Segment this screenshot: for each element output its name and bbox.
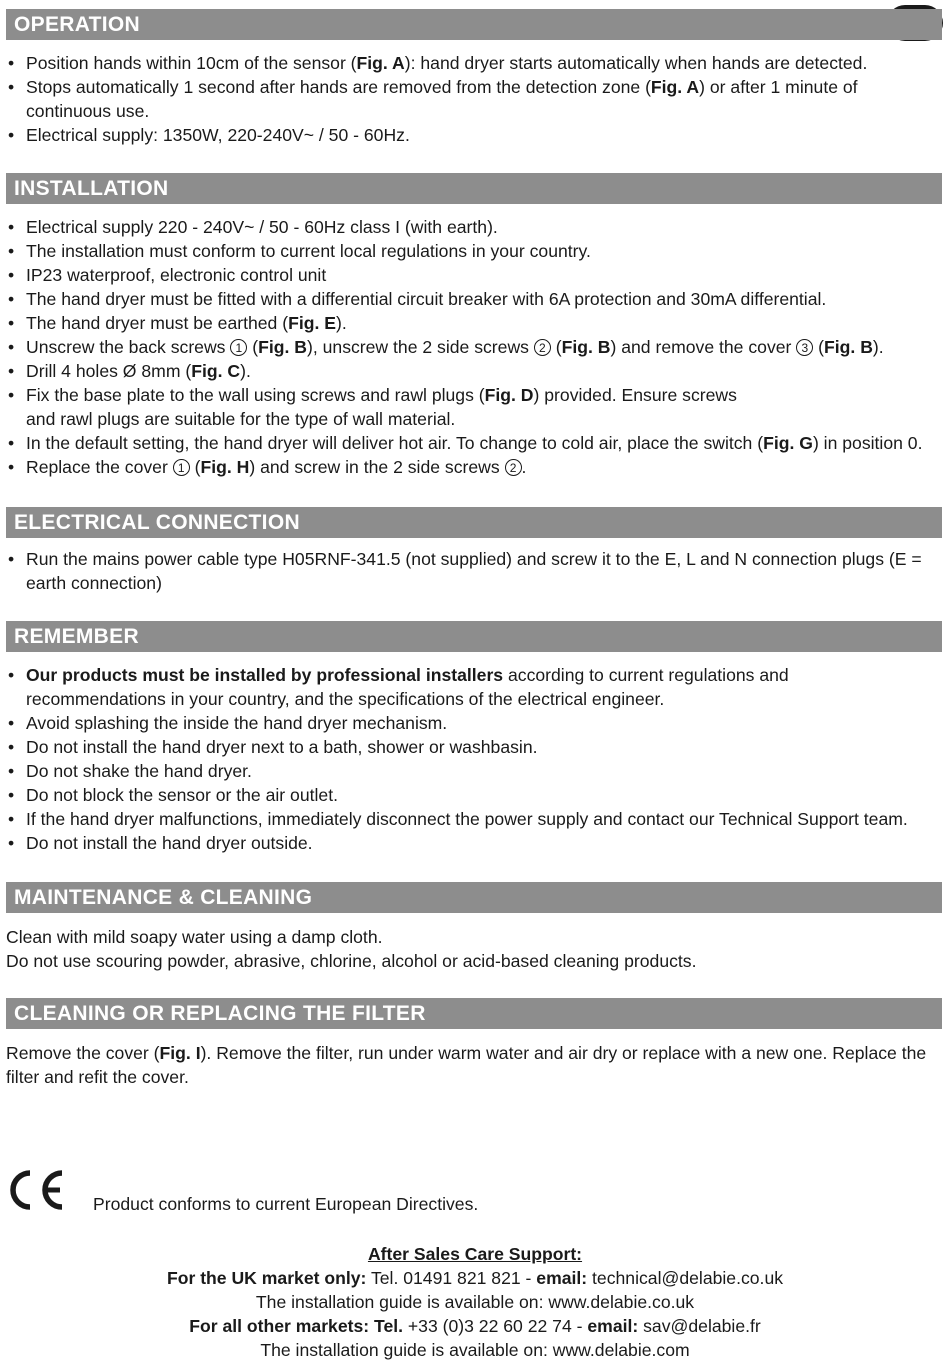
- list-item: • Do not install the hand dryer outside.: [6, 831, 942, 855]
- section-maintenance: [6, 925, 942, 973]
- section-title-electrical-connection: ELECTRICAL CONNECTION: [6, 507, 942, 538]
- list-item: • Do not block the sensor or the air outlet.: [6, 783, 942, 807]
- list-item: • Stops automatically 1 second after hands are removed from the detection zone (Fig. A) or after 1 minute of continuous use.: [6, 75, 866, 123]
- list-item: • The hand dryer must be fitted with a differential circuit breaker with 6A protection and 30mA differential.: [6, 287, 942, 311]
- list-item: • If the hand dryer malfunctions, immediately disconnect the power supply and contact our Technical Support team.: [6, 807, 942, 831]
- number-circle: 3: [796, 339, 813, 356]
- section-filter: [6, 1041, 942, 1089]
- ce-conformity-text: Product conforms to current European Directives.: [93, 1194, 479, 1214]
- section-installation: [6, 215, 942, 479]
- section-title-remember: REMEMBER: [6, 621, 942, 652]
- paragraph: Do not use scouring powder, abrasive, chlorine, alcohol or acid-based cleaning products.: [6, 951, 697, 971]
- number-circle: 2: [534, 339, 551, 356]
- list-item: • Do not shake the hand dryer.: [6, 759, 942, 783]
- ce-mark-icon: [6, 1168, 66, 1212]
- list-item: • Run the mains power cable type H05RNF-341.5 (not supplied) and screw it to the E, L and N connection plugs (E = earth connection): [6, 547, 942, 595]
- list-item: • Replace the cover 1 (Fig. H) and screw in the 2 side screws 2 .: [6, 455, 942, 479]
- list-item: • Do not install the hand dryer next to a bath, shower or washbasin.: [6, 735, 942, 759]
- number-circle: 1: [173, 459, 190, 476]
- number-circle: 2: [505, 459, 522, 476]
- footer-other-guide: The installation guide is available on: www.delabie.com: [260, 1340, 690, 1360]
- paragraph: Clean with mild soapy water using a damp cloth.: [6, 927, 383, 947]
- list-item: • Unscrew the back screws 1 (Fig. B), unscrew the 2 side screws 2 (Fig. B) and remove the cover 3 (Fig. B).: [6, 335, 942, 359]
- list-item: • Position hands within 10cm of the sensor (Fig. A): hand dryer starts automatically when hands are detected.: [6, 51, 942, 75]
- list-item: • Drill 4 holes Ø 8mm (Fig. C).: [6, 359, 942, 383]
- section-electrical-connection: [6, 547, 942, 595]
- section-title-installation: INSTALLATION: [6, 173, 942, 204]
- section-title-operation: OPERATION: [6, 9, 942, 40]
- list-item: • In the default setting, the hand dryer will deliver hot air. To change to cold air, place the switch (Fig. G) in position 0.: [6, 431, 942, 455]
- footer-uk-contact: For the UK market only: Tel. 01491 821 821 - email: technical@delabie.co.uk: [166, 1268, 784, 1288]
- footer-other-contact: For all other markets: Tel. +33 (0)3 22 60 22 74 - email: sav@delabie.fr: [189, 1316, 761, 1336]
- section-title-filter: CLEANING OR REPLACING THE FILTER: [6, 998, 942, 1029]
- footer-title: After Sales Care Support:: [367, 1244, 583, 1264]
- list-item: • Electrical supply: 1350W, 220-240V~ / 50 - 60Hz.: [6, 123, 942, 147]
- list-item: • IP23 waterproof, electronic control unit: [6, 263, 942, 287]
- footer-uk-guide: The installation guide is available on: www.delabie.co.uk: [255, 1292, 695, 1312]
- number-circle: 1: [230, 339, 247, 356]
- section-title-maintenance: MAINTENANCE & CLEANING: [6, 882, 942, 913]
- paragraph: Remove the cover (Fig. I). Remove the filter, run under warm water and air dry or replace with a new one. Replace the filter and refit the cover.: [6, 1043, 927, 1087]
- section-remember: [6, 663, 942, 855]
- list-item: • Fix the base plate to the wall using screws and rawl plugs (Fig. D) provided. Ensure screws and rawl plugs are suitable for the type of wall material.: [6, 383, 766, 431]
- list-item: • The installation must conform to current local regulations in your country.: [6, 239, 942, 263]
- list-item: • Electrical supply 220 - 240V~ / 50 - 60Hz class I (with earth).: [6, 215, 942, 239]
- list-item: • Our products must be installed by professional installers according to current regulations and recommendations in your country, and the specifications of the electrical engineer.: [6, 663, 856, 711]
- after-sales-footer: [0, 1242, 950, 1362]
- section-operation: [6, 51, 942, 147]
- list-item: • The hand dryer must be earthed (Fig. E).: [6, 311, 942, 335]
- list-item: • Avoid splashing the inside the hand dryer mechanism.: [6, 711, 942, 735]
